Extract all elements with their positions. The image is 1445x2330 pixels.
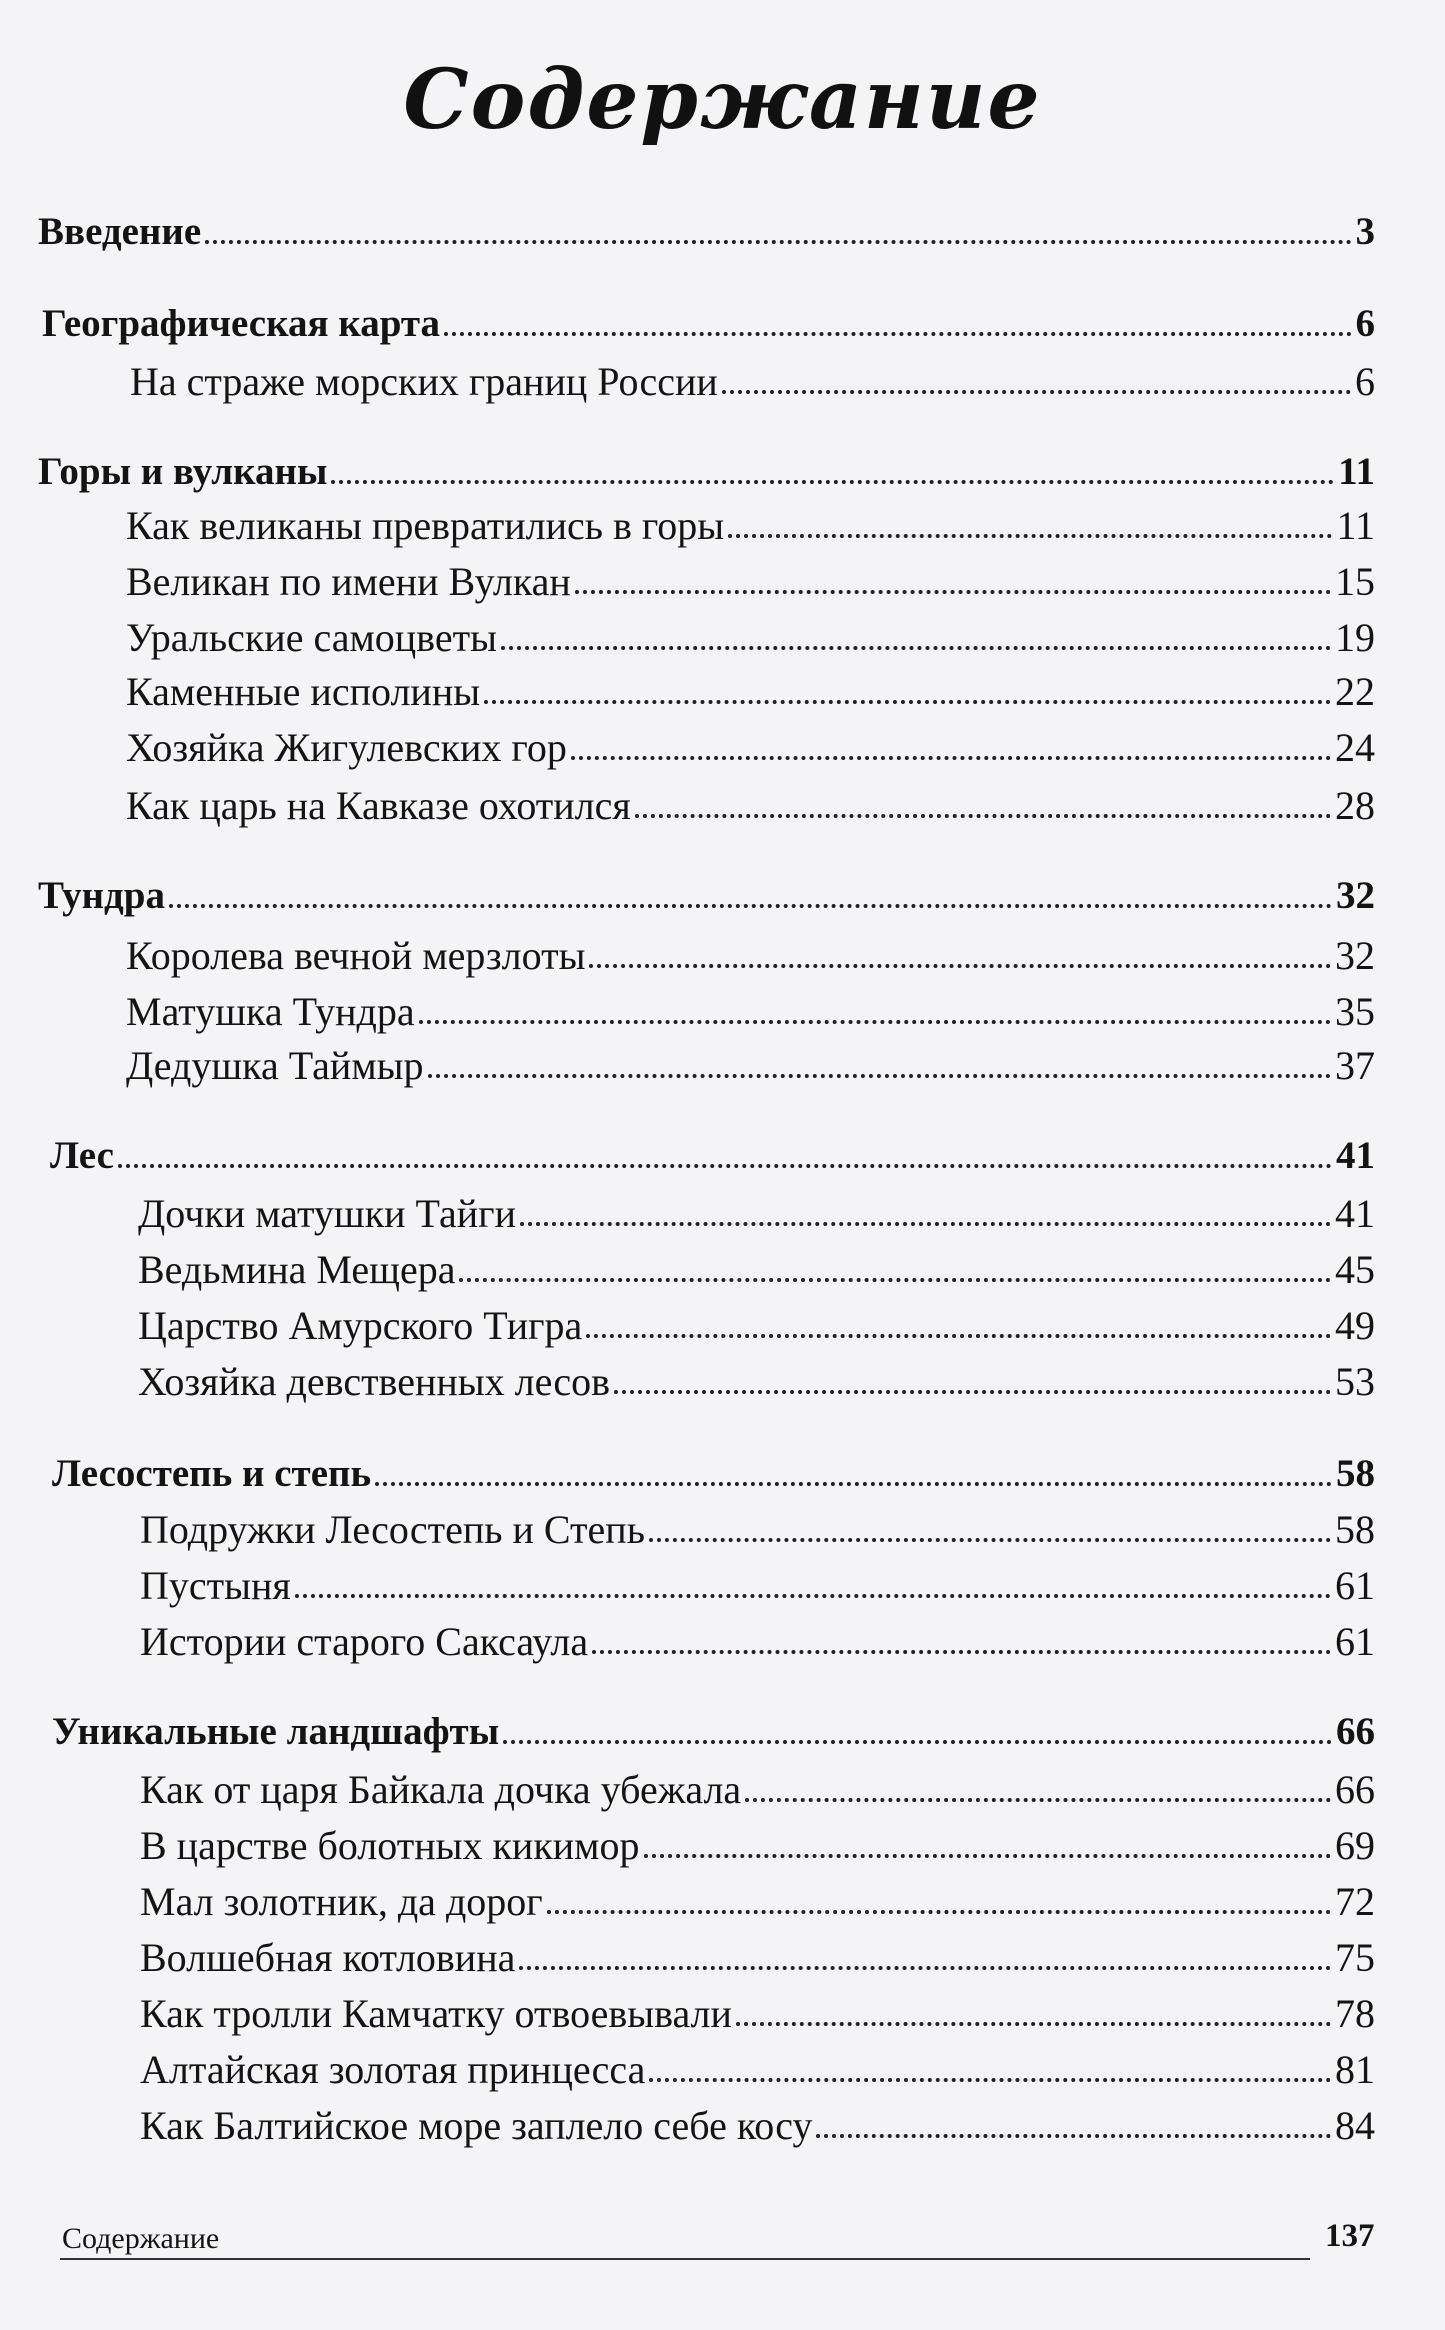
toc-section-entry bbox=[52, 1708, 1375, 1756]
toc-entry-title: Введение bbox=[38, 210, 202, 253]
toc-entry-title: Каменные исполины bbox=[126, 669, 481, 714]
toc-section-entry bbox=[38, 872, 1375, 920]
toc-entry-title: Королева вечной мерзлоты bbox=[126, 933, 586, 978]
dot-leader bbox=[459, 1278, 1331, 1282]
toc-entry-page-number: 6 bbox=[1355, 302, 1375, 345]
toc-entry-title: Ведьмина Мещера bbox=[138, 1247, 456, 1292]
toc-entry-page-number: 22 bbox=[1335, 669, 1375, 714]
toc-entry-title: На страже морских границ России bbox=[130, 359, 718, 404]
dot-leader bbox=[428, 1074, 1331, 1078]
dot-leader bbox=[520, 1222, 1331, 1226]
dot-leader bbox=[547, 1910, 1331, 1914]
toc-entry bbox=[126, 724, 1375, 772]
toc-entry bbox=[126, 782, 1375, 830]
toc-entry-title: Великан по имени Вулкан bbox=[126, 559, 571, 604]
toc-entry-title: Дочки матушки Тайги bbox=[138, 1191, 516, 1236]
dot-leader bbox=[295, 1594, 1331, 1598]
toc-entry bbox=[130, 358, 1375, 406]
toc-entry-page-number: 3 bbox=[1355, 210, 1375, 253]
dot-leader bbox=[586, 1334, 1331, 1338]
toc-section-entry bbox=[50, 1132, 1375, 1180]
toc-section-entry bbox=[38, 208, 1375, 256]
dot-leader bbox=[649, 1538, 1331, 1542]
toc-entry bbox=[126, 502, 1375, 550]
dot-leader bbox=[419, 1020, 1331, 1024]
dot-leader bbox=[571, 756, 1331, 760]
toc-entry bbox=[138, 1358, 1375, 1406]
toc-entry-page-number: 11 bbox=[1336, 503, 1375, 548]
toc-entry-title: Мал золотник, да дорог bbox=[140, 1879, 543, 1924]
toc-section-entry bbox=[42, 300, 1375, 348]
toc-entry-page-number: 84 bbox=[1335, 2103, 1375, 2148]
footer-section-label: Содержание bbox=[62, 2222, 220, 2255]
page-title: Содержание bbox=[403, 52, 1042, 148]
toc-entry bbox=[126, 1042, 1375, 1090]
toc-entry-page-number: 45 bbox=[1335, 1247, 1375, 1292]
toc-entry-title: Алтайская золотая принцесса bbox=[140, 2047, 646, 2092]
toc-entry-title: Уникальные ландшафты bbox=[52, 1710, 500, 1753]
toc-entry-title: Дедушка Таймыр bbox=[126, 1043, 424, 1088]
dot-leader bbox=[501, 646, 1331, 650]
toc-entry-page-number: 11 bbox=[1338, 450, 1375, 493]
toc-entry-page-number: 66 bbox=[1336, 1710, 1375, 1753]
toc-entry bbox=[126, 558, 1375, 606]
toc-entry-page-number: 19 bbox=[1335, 615, 1375, 660]
toc-entry bbox=[140, 1822, 1375, 1870]
toc-entry bbox=[126, 932, 1375, 980]
toc-entry bbox=[140, 1878, 1375, 1926]
toc-entry-page-number: 32 bbox=[1336, 874, 1375, 917]
toc-entry bbox=[140, 1766, 1375, 1814]
toc-entry bbox=[140, 1990, 1375, 2038]
toc-entry-page-number: 49 bbox=[1335, 1303, 1375, 1348]
dot-leader bbox=[118, 1164, 1332, 1168]
toc-entry bbox=[140, 1562, 1375, 1610]
toc-entry bbox=[126, 668, 1375, 716]
toc-entry-title: Как царь на Кавказе охотился bbox=[126, 783, 631, 828]
toc-entry-page-number: 37 bbox=[1335, 1043, 1375, 1088]
dot-leader bbox=[444, 332, 1351, 336]
dot-leader bbox=[575, 590, 1331, 594]
dot-leader bbox=[728, 534, 1332, 538]
toc-entry-page-number: 58 bbox=[1335, 1507, 1375, 1552]
dot-leader bbox=[589, 964, 1331, 968]
dot-leader bbox=[375, 1482, 1332, 1486]
dot-leader bbox=[745, 1798, 1331, 1802]
toc-entry-page-number: 32 bbox=[1335, 933, 1375, 978]
toc-entry-page-number: 24 bbox=[1335, 725, 1375, 770]
toc-entry-page-number: 61 bbox=[1335, 1619, 1375, 1664]
toc-entry-title: Подружки Лесостепь и Степь bbox=[140, 1507, 645, 1552]
toc-entry-title: Истории старого Саксаула bbox=[140, 1619, 589, 1664]
dot-leader bbox=[644, 1854, 1332, 1858]
dot-leader bbox=[503, 1740, 1332, 1744]
dot-leader bbox=[592, 1650, 1331, 1654]
toc-entry-page-number: 69 bbox=[1335, 1823, 1375, 1868]
toc-entry bbox=[126, 614, 1375, 662]
toc-entry-page-number: 41 bbox=[1336, 1134, 1375, 1177]
toc-entry-title: Как Балтийское море заплело себе косу bbox=[140, 2103, 813, 2148]
toc-entry bbox=[140, 2046, 1375, 2094]
dot-leader bbox=[331, 480, 1334, 484]
toc-entry-page-number: 28 bbox=[1335, 783, 1375, 828]
toc-entry bbox=[138, 1302, 1375, 1350]
toc-entry-title: Волшебная котловина bbox=[140, 1935, 516, 1980]
toc-entry bbox=[140, 1618, 1375, 1666]
dot-leader bbox=[169, 904, 1332, 908]
dot-leader bbox=[614, 1390, 1331, 1394]
toc-entry-title: Пустыня bbox=[140, 1563, 291, 1608]
dot-leader bbox=[722, 390, 1351, 394]
toc-section-entry bbox=[52, 1450, 1375, 1498]
dot-leader bbox=[816, 2134, 1331, 2138]
dot-leader bbox=[649, 2078, 1331, 2082]
toc-entry-page-number: 81 bbox=[1335, 2047, 1375, 2092]
toc-entry-title: Хозяйка девственных лесов bbox=[138, 1359, 610, 1404]
toc-entry-title: Матушка Тундра bbox=[126, 989, 415, 1034]
toc-entry-title: Как от царя Байкала дочка убежала bbox=[140, 1767, 742, 1812]
toc-entry-title: Хозяйка Жигулевских гор bbox=[126, 725, 567, 770]
toc-entry-title: Уральские самоцветы bbox=[126, 615, 497, 660]
toc-entry-title: Лесостепь и степь bbox=[52, 1452, 372, 1495]
toc-entry-title: Горы и вулканы bbox=[38, 450, 328, 493]
footer-rule bbox=[60, 2258, 1310, 2260]
toc-entry bbox=[138, 1246, 1375, 1294]
toc-entry bbox=[140, 1934, 1375, 1982]
toc-entry-title: Тундра bbox=[38, 874, 165, 917]
toc-entry-page-number: 41 bbox=[1335, 1191, 1375, 1236]
toc-entry-page-number: 78 bbox=[1335, 1991, 1375, 2036]
toc-entry-title: Лес bbox=[50, 1134, 114, 1177]
dot-leader bbox=[635, 814, 1331, 818]
toc-entry-page-number: 6 bbox=[1355, 359, 1375, 404]
toc-entry bbox=[126, 988, 1375, 1036]
toc-entry-page-number: 75 bbox=[1335, 1935, 1375, 1980]
toc-entry bbox=[140, 2102, 1375, 2150]
footer-page-number: 137 bbox=[1325, 2218, 1375, 2254]
dot-leader bbox=[484, 700, 1331, 704]
toc-section-entry bbox=[38, 448, 1375, 496]
toc-entry-page-number: 61 bbox=[1335, 1563, 1375, 1608]
toc-entry-title: Царство Амурского Тигра bbox=[138, 1303, 583, 1348]
dot-leader bbox=[736, 2022, 1331, 2026]
toc-entry-title: В царстве болотных кикимор bbox=[140, 1823, 640, 1868]
dot-leader bbox=[519, 1966, 1331, 1970]
toc-entry-page-number: 66 bbox=[1335, 1767, 1375, 1812]
toc-entry-title: Как великаны превратились в горы bbox=[126, 503, 725, 548]
toc-entry bbox=[138, 1190, 1375, 1238]
toc-entry-title: Как тролли Камчатку отвоевывали bbox=[140, 1991, 732, 2036]
toc-entry-title: Географическая карта bbox=[42, 302, 441, 345]
toc-entry-page-number: 58 bbox=[1336, 1452, 1375, 1495]
toc-entry-page-number: 15 bbox=[1335, 559, 1375, 604]
dot-leader bbox=[205, 240, 1351, 244]
toc-entry-page-number: 53 bbox=[1335, 1359, 1375, 1404]
toc-entry-page-number: 35 bbox=[1335, 989, 1375, 1034]
toc-entry-page-number: 72 bbox=[1335, 1879, 1375, 1924]
toc-entry bbox=[140, 1506, 1375, 1554]
